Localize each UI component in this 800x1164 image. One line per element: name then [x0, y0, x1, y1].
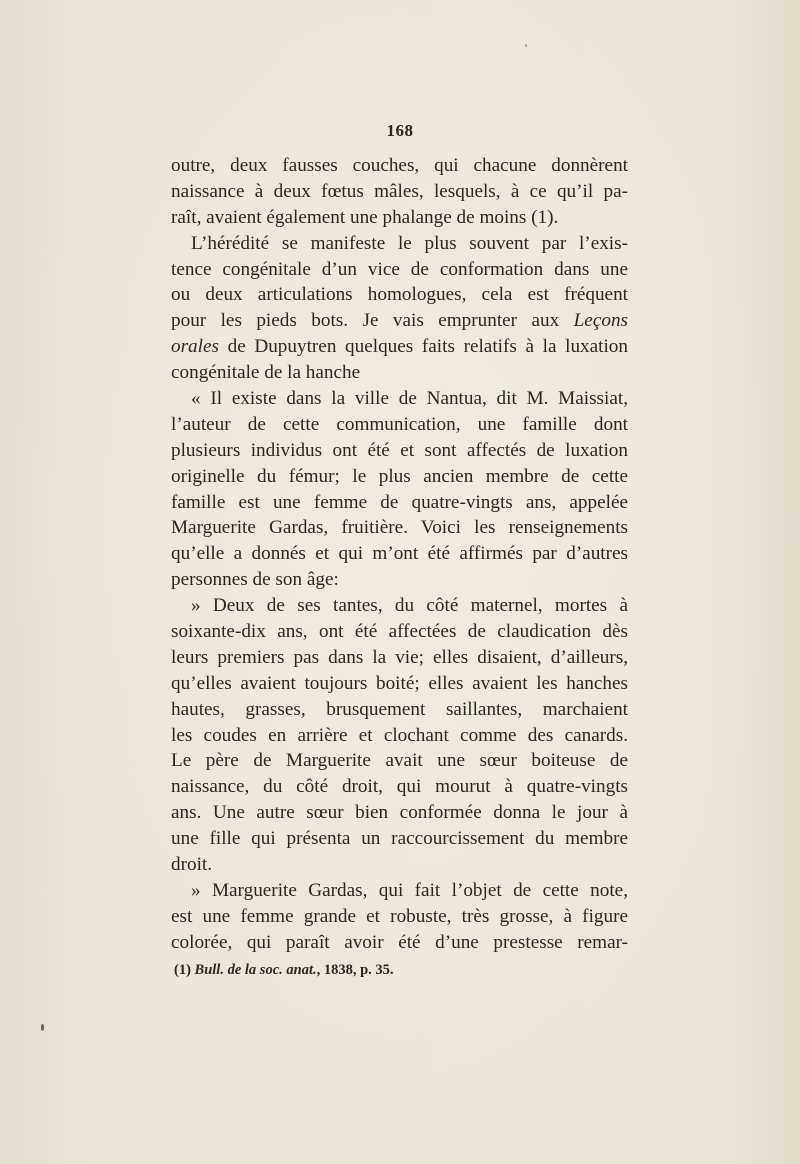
text-line: outre, deux fausses couches, qui chacune donnèrent: [171, 155, 628, 176]
text-line: Marguerite Gardas, fruitière. Voici les renseignements: [171, 517, 628, 539]
text-line: droit.: [171, 854, 213, 876]
text-line: » Marguerite Gardas, qui fait l’objet de cette note,: [191, 879, 628, 901]
text-line: ou deux articulations homologues, cela est fréquent: [171, 284, 628, 306]
text-line: est une femme grande et robuste, très grosse, à figure: [171, 905, 628, 927]
text-line: raît, avaient également une phalange de moins (1).: [171, 206, 559, 228]
italic-title: Leçons: [573, 310, 628, 332]
text-line: personnes de son âge:: [171, 569, 339, 591]
text-line: naissance à deux fœtus mâles, lesquels, à ce qu’il pa-: [171, 180, 628, 202]
footnote-rest: , 1838, p. 35.: [316, 962, 394, 978]
text-line: leurs premiers pas dans la vie; elles disaient, d’ailleurs,: [171, 646, 628, 668]
text-line: soixante-dix ans, ont été affectées de claudication dès: [171, 621, 628, 643]
text-line: colorée, qui paraît avoir été d’une prestesse remar-: [171, 931, 628, 953]
footnote: [174, 960, 394, 980]
text-line: L’hérédité se manifeste le plus souvent par l’exis-: [191, 232, 628, 254]
italic-title: orales: [171, 336, 219, 358]
text-line: Le père de Marguerite avait une sœur boiteuse de: [171, 750, 628, 772]
text-line: tence congénitale d’un vice de conformation dans une: [171, 258, 628, 280]
text-line: congénitale de la hanche: [171, 362, 361, 384]
ink-speck: [41, 1024, 44, 1031]
footnote-source: Bull. de la soc. anat.: [194, 962, 317, 978]
ink-speck: [525, 44, 527, 47]
text-line: originelle du fémur; le plus ancien membre de cette: [171, 465, 628, 487]
body-text: [171, 153, 628, 956]
text-line: « Il existe dans la ville de Nantua, dit M. Maissiat,: [191, 388, 628, 410]
text-line: plusieurs individus ont été et sont affectés de luxation: [171, 439, 628, 461]
page-number: 168: [386, 121, 414, 140]
text-line: naissance, du côté droit, qui mourut à quatre-vingts: [171, 776, 628, 798]
footnote-marker: (1): [174, 962, 191, 978]
text-line: hautes, grasses, brusquement saillantes, marchaient: [171, 698, 628, 720]
text-line: qu’elle a donnés et qui m’ont été affirmés par d’autres: [171, 543, 628, 565]
text-line: l’auteur de cette communication, une famille dont: [171, 413, 628, 435]
text-line: » Deux de ses tantes, du côté maternel, mortes à: [191, 595, 628, 617]
text-line: ans. Une autre sœur bien conformée donna le jour à: [171, 802, 628, 824]
text-line: qu’elles avaient toujours boité; elles avaient les hanches: [171, 672, 628, 694]
text-line: famille est une femme de quatre-vingts ans, appelée: [171, 491, 628, 513]
text-line: pour les pieds bots. Je vais emprunter aux Leçons: [171, 310, 628, 332]
text-line: les coudes en arrière et clochant comme des canards.: [171, 724, 628, 746]
text-line: orales de Dupuytren quelques faits relatifs à la luxation: [171, 336, 628, 358]
text-line: une fille qui présenta un raccourcissement du membre: [171, 828, 628, 850]
